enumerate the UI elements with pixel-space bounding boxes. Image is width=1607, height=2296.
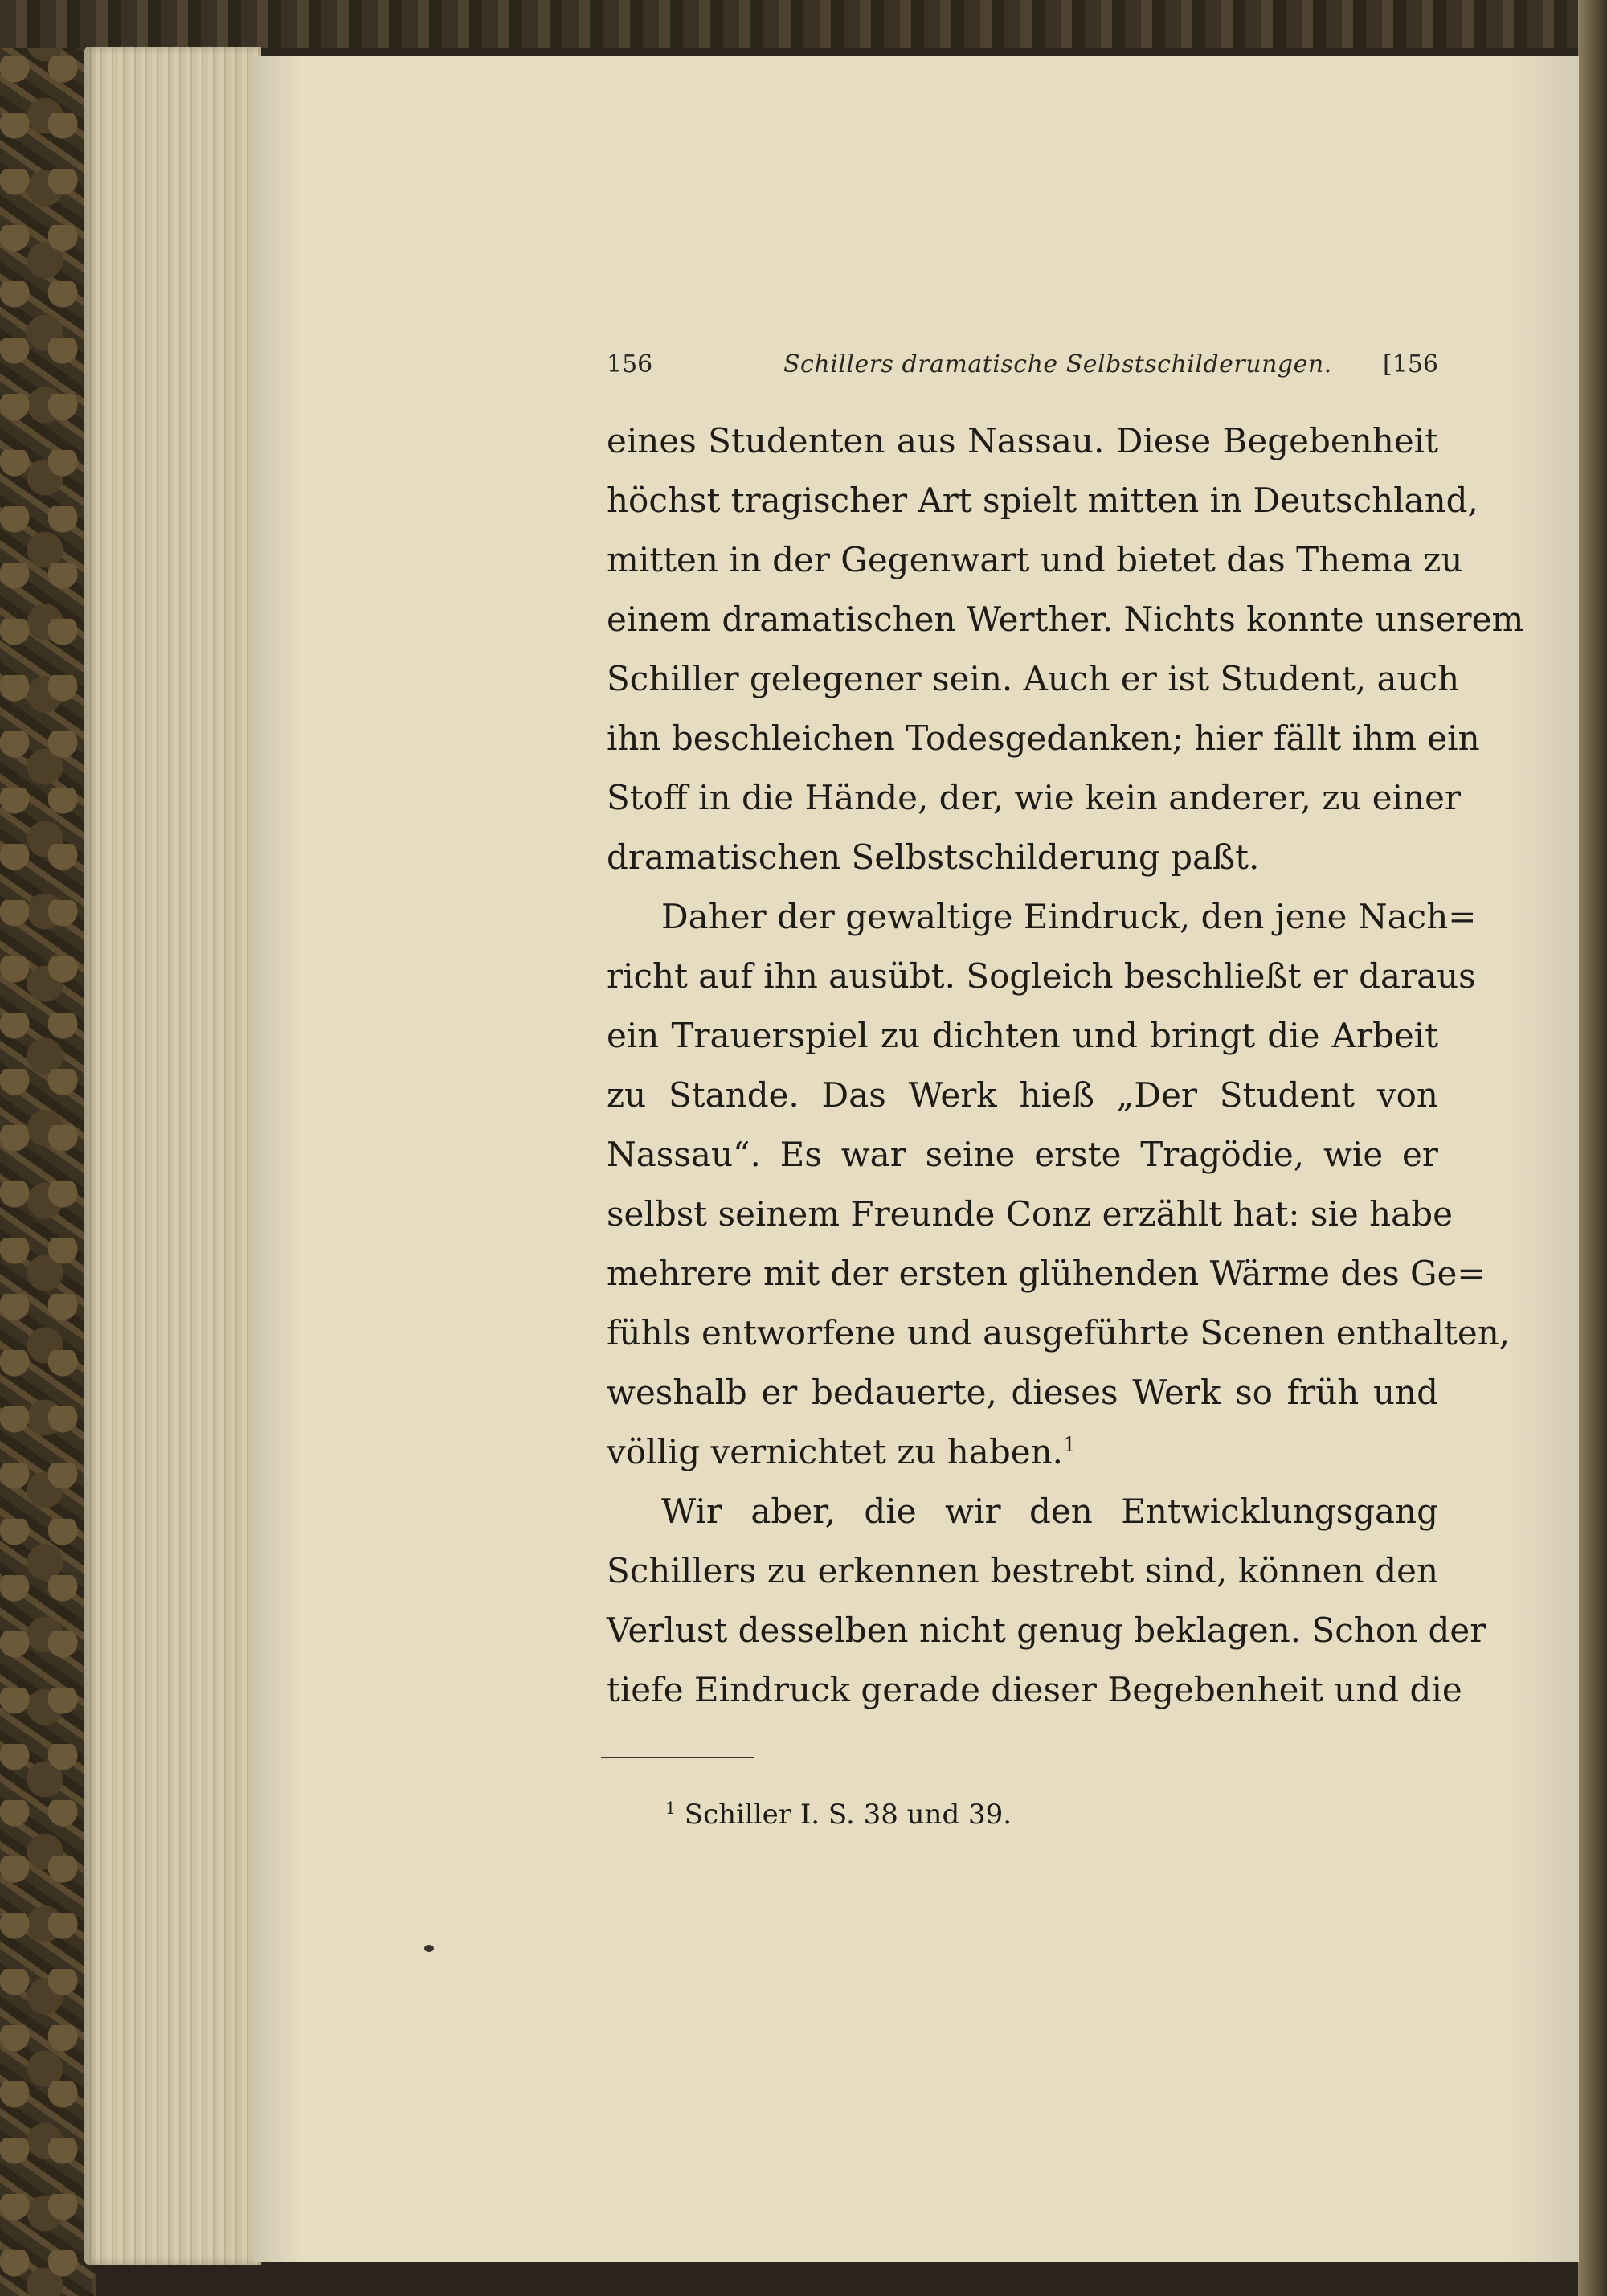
footnote-reference: 1	[1062, 1432, 1077, 1456]
text-line: weshalb er bedauerte, dieses Werk so früh und	[607, 1373, 1438, 1412]
text-line: völlig vernichtet zu haben.$^1$	[607, 1432, 1077, 1471]
page-number-right: [156	[1383, 350, 1438, 379]
book-cover-right	[1578, 0, 1607, 2296]
text-line: dramatischen Selbstschilderung paßt.	[607, 837, 1260, 877]
page-number-left: 156	[607, 350, 653, 379]
text-line: einem dramatischen Werther. Nichts konnte unserem	[607, 600, 1524, 639]
text-line: höchst tragischer Art spielt mitten in Deutschland,	[607, 481, 1478, 520]
text-line: tiefe Eindruck gerade dieser Begebenheit und die	[607, 1670, 1462, 1709]
text-line: fühls entworfene und ausgeführte Scenen enthalten,	[607, 1313, 1511, 1353]
footnote	[665, 1799, 1012, 1831]
footnote-text: Schiller I. S. 38 und 39.	[684, 1799, 1012, 1831]
text-line: Schiller gelegener sein. Auch er ist Student, auch	[607, 659, 1460, 698]
text-line: eines Studenten aus Nassau. Diese Begebenheit	[607, 421, 1438, 460]
text-line: ein Trauerspiel zu dichten und bringt die Arbeit	[607, 1016, 1438, 1055]
text-line: Wir aber, die wir den Entwicklungsgang	[661, 1492, 1438, 1531]
text-line: Verlust desselben nicht genug beklagen. Schon der	[607, 1610, 1486, 1650]
book-cover-top	[0, 0, 1607, 48]
text-line: Stoff in die Hände, der, wie kein anderer, zu einer	[607, 778, 1462, 817]
text-line: mehrere mit der ersten glühenden Wärme des Ge=	[607, 1254, 1486, 1293]
text-line: zu Stande. Das Werk hieß „Der Student von	[607, 1075, 1438, 1115]
text-line: Schillers zu erkennen bestrebt sind, können den	[607, 1551, 1438, 1590]
body-text	[607, 411, 1524, 1720]
text-line: mitten in der Gegenwart und bietet das Thema zu	[607, 540, 1463, 579]
text-line: selbst seinem Freunde Conz erzählt hat: sie habe	[607, 1194, 1453, 1234]
text-line: ihn beschleichen Todesgedanken; hier fällt ihm ein	[607, 718, 1480, 758]
footnote-marker: 1	[665, 1798, 676, 1818]
footnote-separator	[601, 1757, 754, 1758]
book-cover-marbled	[0, 0, 96, 2296]
running-header	[607, 350, 1438, 383]
stacked-page-edges	[84, 47, 261, 2265]
text-line: richt auf ihn ausübt. Sogleich beschließt er daraus	[607, 956, 1476, 996]
running-title: Schillers dramatische Selbstschilderungen.	[783, 350, 1332, 379]
text-line: Nassau“. Es war seine erste Tragödie, wie er	[607, 1135, 1438, 1174]
ink-speck	[424, 1945, 434, 1952]
text-line: Daher der gewaltige Eindruck, den jene Nach=	[661, 897, 1477, 936]
